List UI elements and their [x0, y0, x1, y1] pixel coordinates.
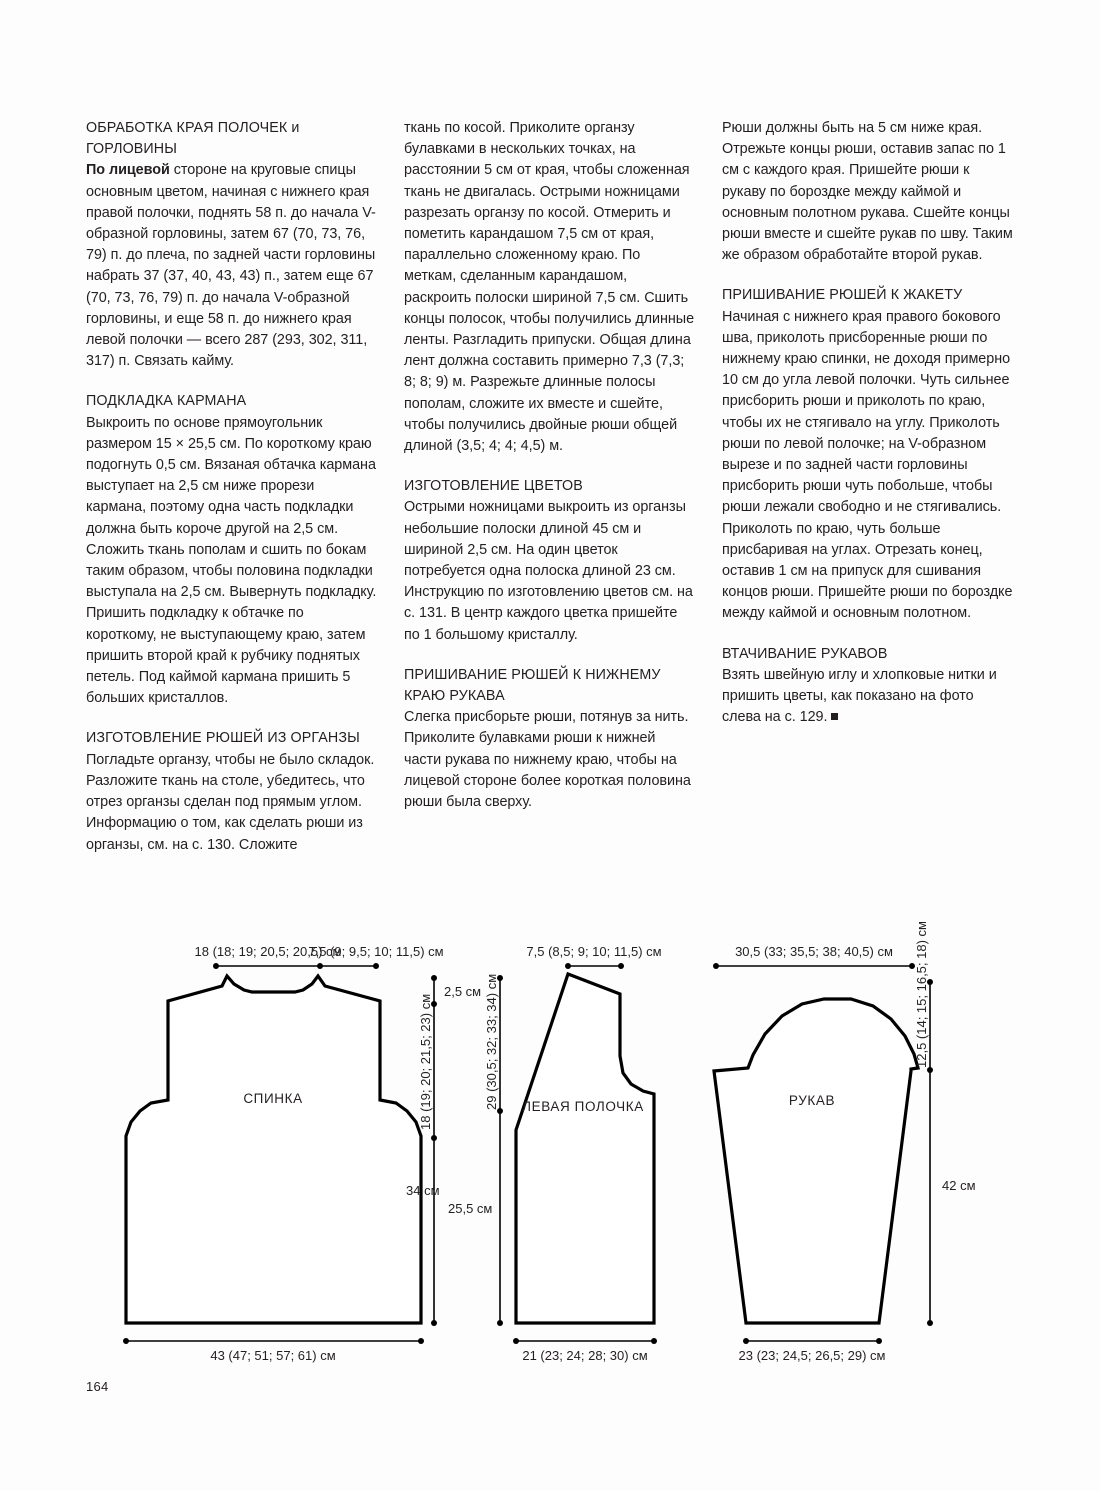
section-heading: ПРИШИВАНИЕ РЮШЕЙ К НИЖНЕМУ КРАЮ РУКАВА	[404, 666, 661, 705]
text-column-3	[722, 118, 1014, 856]
section-pocket-lining	[86, 391, 378, 709]
section-body: Острыми ножницами выкроить из органзы небольшие полоски длиной 45 см и шириной 2,5 см. На один цветок потребуется одна полоска длиной 23 см. Инструкцию по изготовлению цветов см. на с. 131. В центр каждого цветка пришейте по 1 большому кристаллу.	[404, 499, 693, 643]
front-dim-shoulder	[526, 944, 661, 969]
section-jacket-ruffles	[722, 285, 1014, 624]
schematic-diagrams	[0, 918, 1100, 1378]
back-dim-bottom-width	[123, 1338, 424, 1363]
section-body	[86, 160, 378, 372]
back-dim-shoulder-slope	[431, 975, 481, 1007]
sleeve-piece-label: РУКАВ	[788, 1093, 836, 1108]
section-heading: ИЗГОТОВЛЕНИЕ ЦВЕТОВ	[404, 478, 583, 495]
text-columns	[86, 118, 1016, 856]
sleeve-dim-top-width	[713, 944, 915, 969]
sleeve-piece-outline	[714, 999, 918, 1323]
section-body: ткань по косой. Приколите органзу булавками в нескольких точках, на расстоянии 5 см от края, чтобы сложенная ткань не двигалась. Острыми ножницами разрезать органзу по косой. Отмерить и пометить карандашом 7,5 см от края, параллельно сложенному краю. По меткам, сделанным карандашом, раскроить полоски шириной 7,5 см. Сшить концы полосок, чтобы получились длинные ленты. Разгладить припуски. Общая длина лент должна составить примерно 7,3 (7,3; 8; 8; 9) м. Разрежьте длинные полосы пополам, сложите их вместе и сшейте, чтобы получились двойные рюши общей длиной (3,5; 4; 4; 4,5) м.	[404, 120, 695, 455]
section-sleeve-ruffles-continued	[722, 118, 1014, 266]
sleeve-dim-top-label: 30,5 (33; 35,5; 38; 40,5) см	[735, 944, 893, 959]
back-dim-shoulder	[308, 944, 443, 969]
front-dim-height-label: 29 (30,5; 32; 33; 34) см	[484, 973, 499, 1110]
front-dim-bottom-width	[513, 1338, 657, 1363]
section-body: Рюши должны быть на 5 см ниже края. Отрежьте концы рюши, оставив запас по 1 см с каждого края. Пришейте рюши к рукаву по бороздке между каймой и основным полотном рукава. Сшейте концы рюши вместе и сшейте рукав по шву. Таким же образом обработайте второй рукав.	[722, 120, 1013, 264]
section-body: Слегка присборьте рюши, потянув за нить. Приколите булавками рюши к нижней части рукава по нижнему краю, чтобы на лицевой стороне более короткая половина рюши была сверху.	[404, 709, 691, 811]
section-heading: ИЗГОТОВЛЕНИЕ РЮШЕЙ ИЗ ОРГАНЗЫ	[86, 730, 360, 747]
back-dim-neck-label: 18 (18; 19; 20,5; 20,5) см	[194, 944, 342, 959]
section-heading: ПОДКЛАДКА КАРМАНА	[86, 393, 247, 410]
section-heading: ОБРАБОТКА КРАЯ ПОЛОЧЕК и ГОРЛОВИНЫ	[86, 120, 300, 158]
schematic-front-piece	[516, 974, 654, 1323]
front-dim-shoulder-label: 7,5 (8,5; 9; 10; 11,5) см	[526, 944, 662, 959]
back-dim-bottom-label: 43 (47; 51; 57; 61) см	[210, 1348, 336, 1363]
section-set-in-sleeves	[722, 644, 1014, 729]
back-piece-label: СПИНКА	[243, 1091, 303, 1106]
end-of-article-mark	[831, 713, 838, 720]
back-dim-armhole	[418, 994, 437, 1141]
body-text: Взять швейную иглу и хлопковые нитки и пришить цветы, как показано на фото слева на с. 129.	[722, 666, 997, 726]
section-flowers	[404, 476, 696, 646]
sleeve-dim-cap-height	[914, 921, 933, 1073]
section-heading: ВТАЧИВАНИЕ РУКАВОВ	[722, 645, 888, 662]
front-dim-bottom-label: 21 (23; 24; 28; 30) см	[522, 1348, 648, 1363]
back-dim-height-label: 34 см	[406, 1183, 440, 1198]
section-edging	[86, 118, 378, 372]
schematic-back-piece	[126, 976, 421, 1323]
body-text: стороне на круговые спицы основным цветом, начиная с нижнего края правой полочки, поднять 58 п. до начала V-образной горловины, затем 67 (70, 73, 76, 79) п. до плеча, по задней части горловины набрать 37 (37, 40, 43, 43) п., затем еще 67 (70, 73, 76, 79) п. до начала V-образной горловины, и еще 58 п. до нижнего края левой полочки — всего 287 (293, 302, 311, 317) п. Связать кайму.	[86, 162, 376, 370]
sleeve-dim-cap-label: 12,5 (14; 15; 16,5; 18) см	[914, 921, 929, 1068]
section-sleeve-ruffles	[404, 665, 696, 813]
sleeve-dim-bottom-label: 23 (23; 24,5; 26,5; 29) см	[738, 1348, 886, 1363]
front-piece-label: ЛЕВАЯ ПОЛОЧКА	[522, 1099, 644, 1114]
section-body	[722, 665, 1014, 729]
back-dim-armhole-label: 18 (19; 20; 21,5; 23) см	[418, 993, 433, 1130]
front-dim-body-label: 25,5 см	[448, 1201, 493, 1216]
schematic-sleeve-piece	[714, 999, 918, 1323]
sleeve-dim-bottom-width	[739, 1338, 886, 1363]
back-piece-outline	[126, 976, 421, 1323]
section-heading: ПРИШИВАНИЕ РЮШЕЙ К ЖАКЕТУ	[722, 287, 963, 304]
back-dim-slope-label: 2,5 см	[444, 984, 482, 999]
sleeve-dim-length-label: 42 см	[942, 1178, 976, 1193]
section-organza-ruffles	[86, 728, 378, 855]
lead-in-bold: По лицевой	[86, 162, 170, 179]
text-column-1	[86, 118, 378, 856]
section-body: Погладьте органзу, чтобы не было складок. Разложите ткань на столе, убедитесь, что отрез органзы сделан под прямым углом. Информацию о том, как сделать рюши из органзы, см. на с. 130. Сложите	[86, 751, 375, 853]
page-number: 164	[86, 1379, 109, 1394]
section-body: Выкроить по основе прямоугольник размером 15 × 25,5 см. По короткому краю подогнуть 0,5 см. Вязаная обтачка кармана выступает на 2,5 см ниже прорези кармана, поэтому одна часть подкладки должна быть короче другой на 2,5 см. Сложить ткань пополам и сшить по бокам таким образом, чтобы половина подкладки выступала на 2,5 см. Вывернуть подкладку. Пришить подкладку к обтачке по короткому, не выступающему краю, затем пришить второй край к рубчику поднятых петель. Под каймой кармана пришить 5 больших кристаллов.	[86, 414, 377, 707]
section-organza-continued	[404, 118, 696, 457]
sleeve-dim-length	[927, 1070, 976, 1326]
front-dim-total-height	[448, 974, 503, 1326]
section-body: Начиная с нижнего края правого бокового шва, приколоть присборенные рюши по нижнему краю спинки, не доходя примерно 10 см до угла левой полочки. Чуть сильнее присборить рюши и приколоть по краю, чтобы их не стягивало на углу. Приколоть рюши по левой полочке; на V-образном вырезе и по задней части горловины присборить рюши чуть побольше, чтобы рюши лежали свободно и не стягивались. Приколоть по краю, чуть больше присбаривая на углах. Отрезать конец, оставив 1 см на припуск для сшивания концов рюши. Пришейте рюши по бороздке между каймой и основным полотном.	[722, 308, 1013, 622]
back-dim-shoulder-label: 7,5 (9; 9,5; 10; 11,5) см	[308, 944, 444, 959]
text-column-2	[404, 118, 696, 856]
front-piece-outline	[516, 974, 654, 1323]
